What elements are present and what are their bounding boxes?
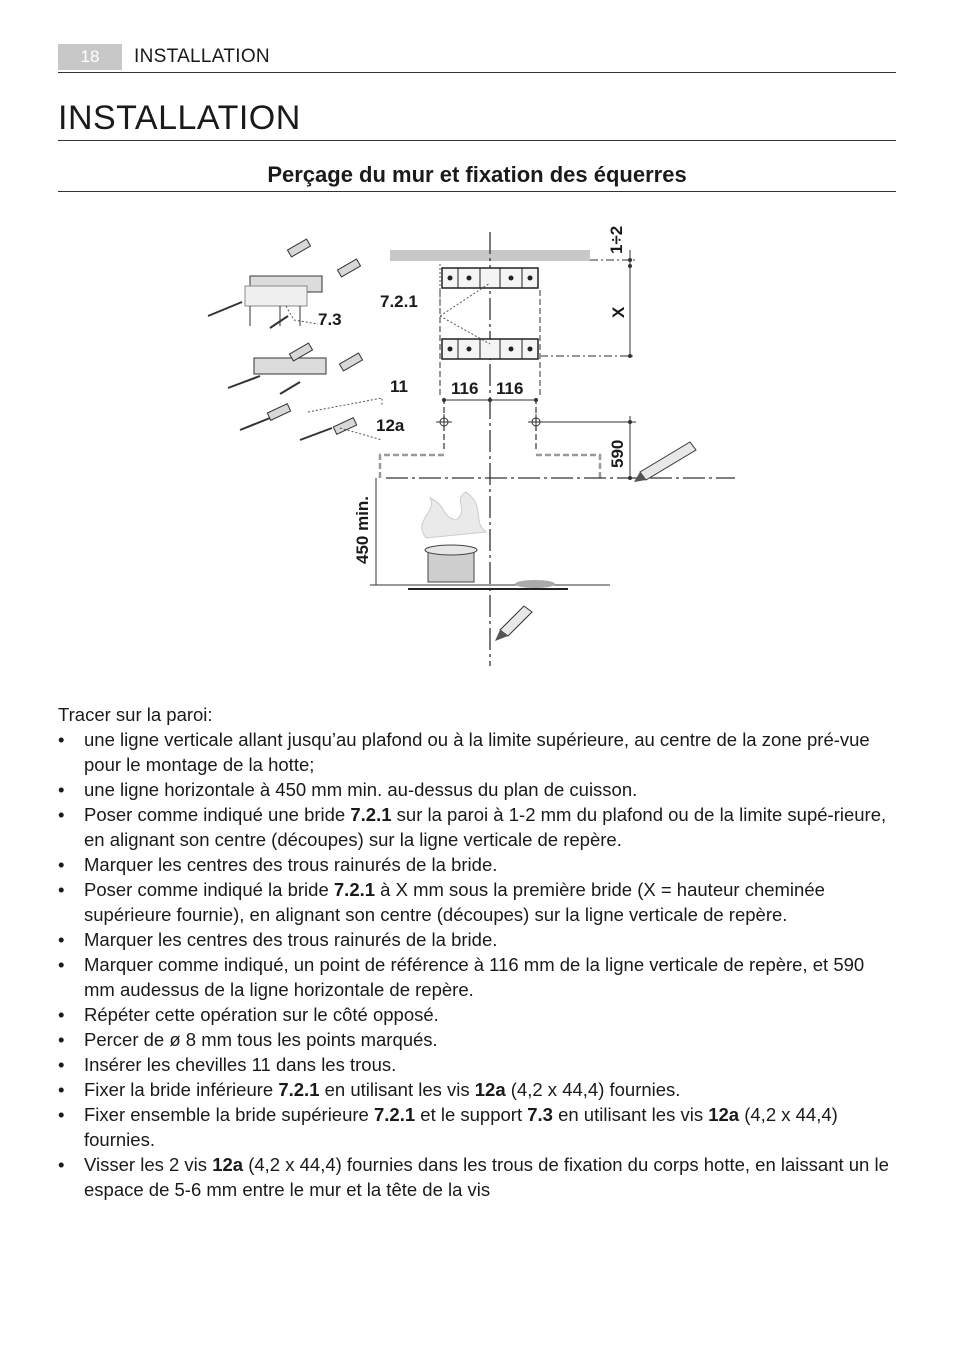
- bullet-icon: •: [58, 954, 65, 975]
- part-reference: 12a: [474, 1079, 506, 1100]
- label-7-2-1: 7.2.1: [380, 292, 418, 311]
- label-116-left: 116: [451, 379, 479, 398]
- label-x: X: [609, 306, 628, 318]
- page-header: [58, 44, 896, 73]
- label-ceiling-gap: 1÷2: [607, 225, 626, 254]
- instruction-item: • Marquer les centres des trous rainurés de la bride.: [58, 929, 498, 950]
- parts-illustration: [208, 239, 363, 440]
- installation-diagram: [190, 220, 750, 670]
- label-12a: 12a: [376, 416, 405, 435]
- instruction-item: • Marquer les centres des trous rainurés de la bride.: [58, 854, 498, 875]
- label-590: 590: [608, 439, 627, 468]
- bullet-icon: •: [58, 1079, 65, 1100]
- bracket-top: [442, 268, 538, 288]
- part-reference: 7.2.1: [278, 1079, 320, 1100]
- bullet-icon: •: [58, 1029, 65, 1050]
- bullet-icon: •: [58, 854, 65, 875]
- instructions-intro: Tracer sur la paroi:: [58, 704, 213, 725]
- bullet-icon: •: [58, 1104, 65, 1125]
- instruction-item: • Poser comme indiqué la bride 7.2.1 à X mm sous la première bride (X = hauteur cheminée supérieure fournie), en alignant son centre (découpes) sur la ligne verticale de repère.: [58, 879, 825, 925]
- instruction-item: • Percer de ø 8 mm tous les points marqués.: [58, 1029, 438, 1050]
- part-reference: 12a: [212, 1154, 244, 1175]
- pencil-upper: [634, 442, 696, 482]
- bullet-icon: •: [58, 879, 65, 900]
- instructions: [58, 702, 898, 1202]
- page-number: 18: [58, 44, 122, 70]
- instruction-item: • Poser comme indiqué une bride 7.2.1 sur la paroi à 1-2 mm du plafond ou de la limite supé-rieure, en alignant son centre (découpes) sur la ligne verticale de repère.: [58, 804, 887, 850]
- part-reference: 7.2.1: [350, 804, 392, 825]
- instruction-item: • une ligne verticale allant jusqu’au plafond ou à la limite supérieure, au centre de la zone pré-vue pour le montage de la hotte;: [58, 729, 870, 775]
- bullet-icon: •: [58, 1154, 65, 1175]
- label-7-3: 7.3: [318, 310, 342, 329]
- page-title: INSTALLATION: [58, 96, 896, 141]
- instruction-item: • Marquer comme indiqué, un point de référence à 116 mm de la ligne verticale de repère, et 590 mm audessus de la ligne horizontale de repère.: [58, 954, 865, 1000]
- instruction-item: • Visser les 2 vis 12a (4,2 x 44,4) fournies dans les trous de fixation du corps hotte, en laissant un le espace de 5-6 mm entre le mur et la tête de la vis: [58, 1154, 889, 1200]
- pot-illustration: [422, 492, 555, 588]
- bullet-icon: •: [58, 804, 65, 825]
- part-reference: 7.3: [527, 1104, 553, 1125]
- part-reference: 7.2.1: [333, 879, 376, 900]
- instruction-item: • Fixer ensemble la bride supérieure 7.2.1 et le support 7.3 en utilisant les vis 12a (4,2 x 44,4) fournies.: [58, 1104, 838, 1150]
- part-reference: 7.2.1: [373, 1104, 416, 1125]
- instruction-item: • une ligne horizontale à 450 mm min. au-dessus du plan de cuisson.: [58, 779, 638, 800]
- bullet-icon: •: [58, 729, 65, 750]
- label-11: 11: [390, 377, 408, 396]
- pencil-lower: [495, 606, 532, 641]
- bullet-icon: •: [58, 1004, 65, 1025]
- instruction-list: [58, 727, 898, 1202]
- section-subtitle: Perçage du mur et fixation des équerres: [58, 160, 896, 192]
- header-section-title: INSTALLATION: [134, 46, 270, 67]
- label-450-min: 450 min.: [353, 495, 372, 564]
- bullet-icon: •: [58, 779, 65, 800]
- bullet-icon: •: [58, 1054, 65, 1075]
- reference-point-left: [436, 414, 452, 430]
- instruction-item: • Fixer la bride inférieure 7.2.1 en utilisant les vis 12a (4,2 x 44,4) fournies.: [58, 1079, 681, 1100]
- part-reference: 12a: [708, 1104, 740, 1125]
- bullet-icon: •: [58, 929, 65, 950]
- bracket-bottom: [442, 339, 538, 359]
- label-116-right: 116: [496, 379, 524, 398]
- instruction-item: • Répéter cette opération sur le côté opposé.: [58, 1004, 439, 1025]
- instruction-item: • Insérer les chevilles 11 dans les trous.: [58, 1054, 397, 1075]
